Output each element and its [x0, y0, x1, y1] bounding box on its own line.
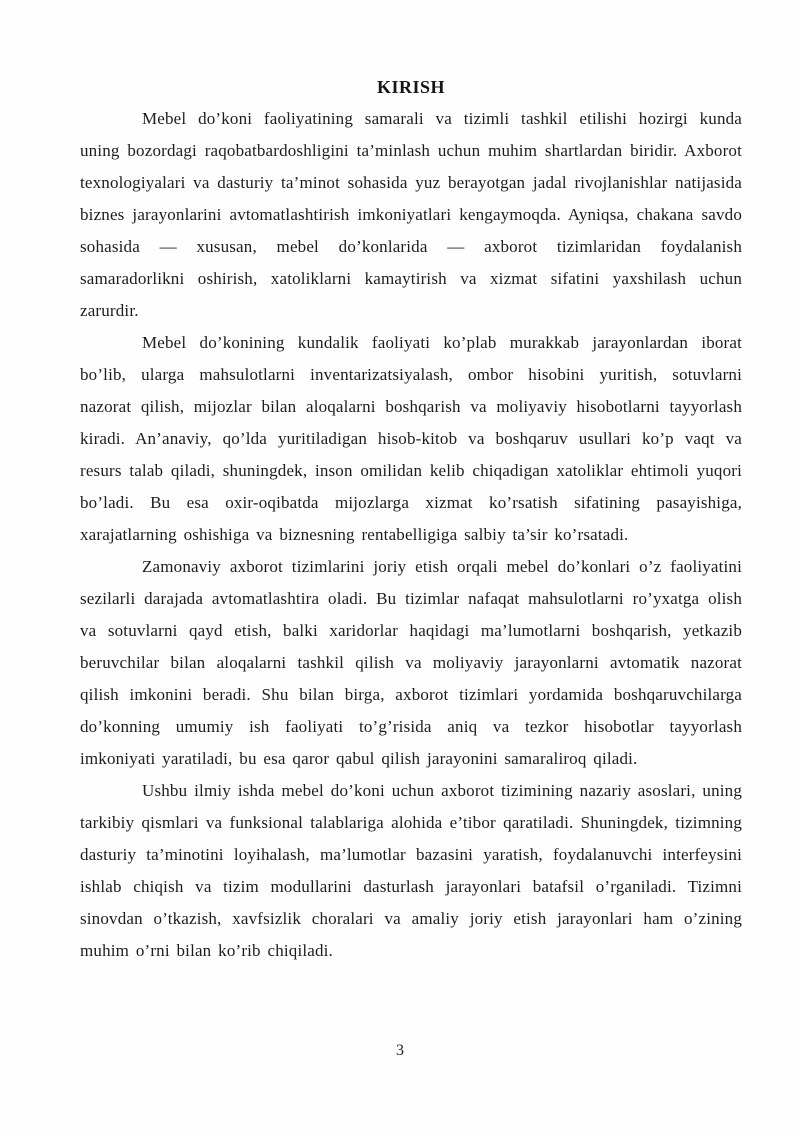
- body-text: [80, 103, 742, 967]
- document-content: [80, 71, 742, 967]
- paragraph: Mebel do’konining kundalik faoliyati ko’plab murakkab jarayonlardan iborat bo’lib, ularga mahsulotlarni inventarizatsiyalash, ombor hisobini yuritish, sotuvlarni nazorat qilish, mijozlar bilan aloqalarni boshqarish va moliyaviy hisobotlarni tayyorlash kiradi. An’anaviy, qo’lda yuritiladigan hisob-kitob va boshqaruv usullari ko’p vaqt va resurs talab qiladi, shuningdek, inson omilidan kelib chiqadigan xatoliklar ehtimoli yuqori bo’ladi. Bu esa oxir-oqibatda mijozlarga xizmat ko’rsatish sifatining pasayishiga, xarajatlarning oshishiga va biznesning rentabelligiga salbiy ta’sir ko’rsatadi.: [80, 333, 742, 544]
- page-title: KIRISH: [376, 77, 446, 97]
- paragraph: Zamonaviy axborot tizimlarini joriy etish orqali mebel do’konlari o’z faoliyatini sezilarli darajada avtomatlashtira oladi. Bu tizimlar nafaqat mahsulotlarni ro’yxatga olish va sotuvlarni qayd etish, balki xaridorlar haqidagi ma’lumotlarni boshqarish, yetkazib beruvchilar bilan aloqalarni tashkil qilish va moliyaviy jarayonlarni avtomatik nazorat qilish imkonini beradi. Shu bilan birga, axborot tizimlari yordamida boshqaruvchilarga do’konning umumiy ish faoliyati to’g’risida aniq va tezkor hisobotlar tayyorlash imkoniyati yaratiladi, bu esa qaror qabul qilish jarayonini samaraliroq qiladi.: [80, 557, 742, 768]
- paragraph: Ushbu ilmiy ishda mebel do’koni uchun axborot tizimining nazariy asoslari, uning tarkibiy qismlari va funksional talablariga alohida e’tibor qaratiladi. Shuningdek, tizimning dasturiy ta’minotini loyihalash, ma’lumotlar bazasini yaratish, foydalanuvchi interfeysini ishlab chiqish va tizim modullarini dasturlash jarayonlari batafsil o’rganiladi. Tizimni sinovdan o’tkazish, xavfsizlik choralari va amaliy joriy etish jarayonlari ham o’zining muhim o’rni bilan ko’rib chiqiladi.: [80, 781, 742, 960]
- page-number: 3: [396, 1042, 404, 1059]
- paragraph: Mebel do’koni faoliyatining samarali va tizimli tashkil etilishi hozirgi kunda uning bozordagi raqobatbardoshligini ta’minlash uchun muhim shartlardan biridir. Axborot texnologiyalari va dasturiy ta’minot sohasida yuz berayotgan jadal rivojlanishlar natijasida biznes jarayonlarini avtomatlashtirish imkoniyatlari kengaymoqda. Ayniqsa, chakana savdo sohasida — xususan, mebel do’konlarida — axborot tizimlaridan foydalanish samaradorlikni oshirish, xatoliklarni kamaytirish va xizmat sifatini yaxshilash uchun zarurdir.: [80, 109, 742, 320]
